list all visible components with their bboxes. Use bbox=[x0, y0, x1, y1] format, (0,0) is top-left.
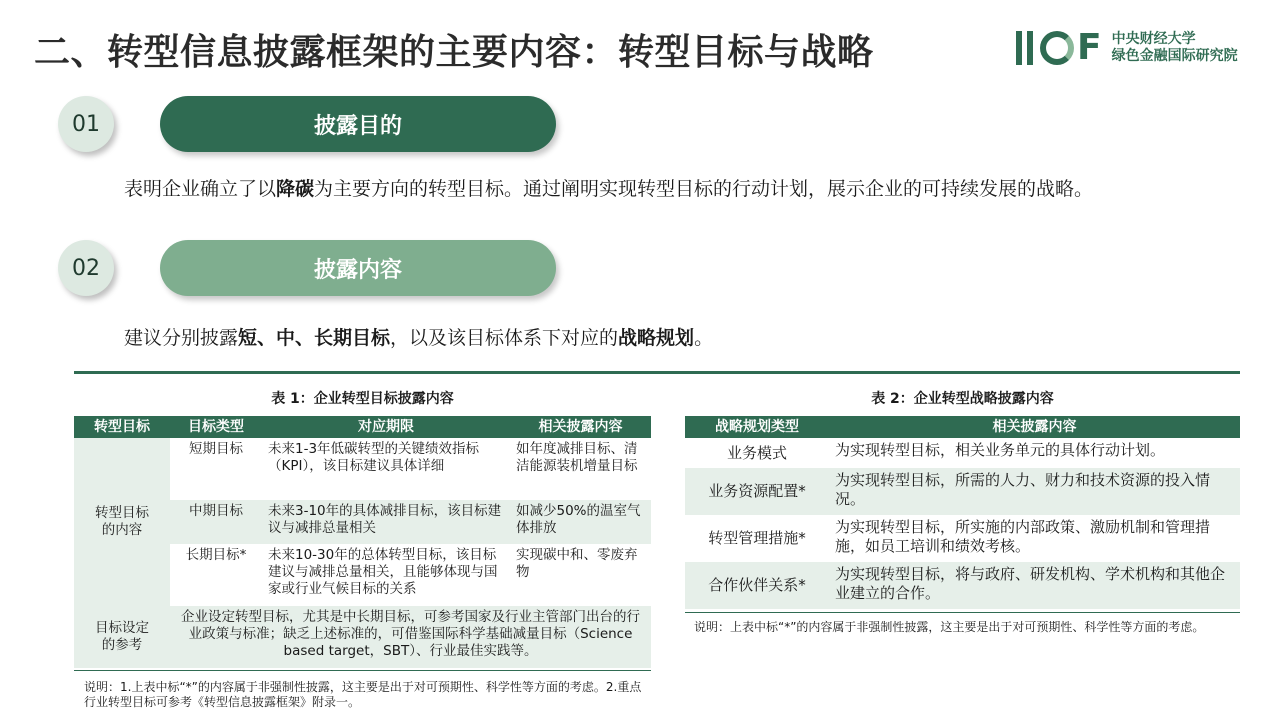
table1-header-period: 对应期限 bbox=[262, 416, 510, 438]
section1-number-badge: 01 bbox=[58, 96, 114, 152]
table-row bbox=[685, 468, 1240, 515]
iigf-logo-mark: F bbox=[1016, 28, 1102, 68]
goal-content: 如减少50%的温室气体排放 bbox=[510, 500, 651, 544]
table2-transition-strategy bbox=[685, 416, 1240, 609]
table1-caption: 表 1：企业转型目标披露内容 bbox=[271, 391, 454, 407]
strategy-kind: 合作伙伴关系* bbox=[685, 562, 829, 609]
goal-content: 如年度减排目标、清洁能源装机增量目标 bbox=[510, 438, 651, 500]
goal-type: 短期目标 bbox=[170, 438, 262, 500]
goal-content: 实现碳中和、零废弃物 bbox=[510, 544, 651, 606]
strategy-content: 为实现转型目标，所需的人力、财力和技术资源的投入情况。 bbox=[829, 468, 1240, 515]
section2-description: 建议分别披露短、中、长期目标，以及该目标体系下对应的战略规划。 bbox=[124, 327, 714, 349]
goal-type: 长期目标* bbox=[170, 544, 262, 606]
table1-bottom-rule bbox=[74, 670, 651, 671]
table1-note: 说明：1.上表中标“*”的内容属于非强制性披露，这主要是出于对可预期性、科学性等方面的考虑。2.重点行业转型目标可参考《转型信息披露框架》附录一。 bbox=[84, 680, 642, 709]
table1-transition-goals bbox=[74, 416, 651, 668]
page-title: 二、转型信息披露框架的主要内容：转型目标与战略 bbox=[34, 32, 874, 73]
table1-header-goal: 转型目标 bbox=[74, 416, 170, 438]
strategy-content: 为实现转型目标，相关业务单元的具体行动计划。 bbox=[829, 438, 1240, 468]
strategy-content: 为实现转型目标，所实施的内部政策、激励机制和管理措施，如员工培训和绩效考核。 bbox=[829, 515, 1240, 562]
table1-group-label: 转型目标 的内容 bbox=[74, 438, 170, 606]
table2-header-row bbox=[685, 416, 1240, 438]
table-row bbox=[685, 515, 1240, 562]
table2-note: 说明：上表中标“*”的内容属于非强制性披露，这主要是出于对可预期性、科学性等方面的考虑。 bbox=[694, 620, 1205, 634]
table-row bbox=[685, 562, 1240, 609]
goal-period: 未来10-30年的总体转型目标，该目标建议与减排总量相关，且能够体现与国家或行业气候目标的关系 bbox=[262, 544, 510, 606]
section2-number-badge: 02 bbox=[58, 240, 114, 296]
table1-reference-row bbox=[74, 606, 651, 668]
section2-heading: 披露内容 bbox=[160, 240, 556, 296]
strategy-content: 为实现转型目标，将与政府、研发机构、学术机构和其他企业建立的合作。 bbox=[829, 562, 1240, 609]
strategy-kind: 业务资源配置* bbox=[685, 468, 829, 515]
logo-text bbox=[1112, 31, 1238, 65]
table2-caption: 表 2：企业转型战略披露内容 bbox=[871, 391, 1054, 407]
section1-description: 表明企业确立了以降碳为主要方向的转型目标。通过阐明实现转型目标的行动计划，展示企业的可持续发展的战略。 bbox=[124, 178, 1094, 200]
iigf-logo bbox=[1016, 26, 1238, 70]
goal-type: 中期目标 bbox=[170, 500, 262, 544]
strategy-kind: 业务模式 bbox=[685, 438, 829, 468]
table1-header-row bbox=[74, 416, 651, 438]
goal-period: 未来3-10年的具体减排目标，该目标建议与减排总量相关 bbox=[262, 500, 510, 544]
goal-period: 未来1-3年低碳转型的关键绩效指标（KPI），该目标建议具体详细 bbox=[262, 438, 510, 500]
table2-header-content: 相关披露内容 bbox=[829, 416, 1240, 438]
reference-label: 目标设定 的参考 bbox=[74, 606, 170, 668]
table-row bbox=[685, 438, 1240, 468]
logo-line1: 中央财经大学 bbox=[1111, 31, 1196, 47]
reference-text: 企业设定转型目标，尤其是中长期目标，可参考国家及行业主管部门出台的行业政策与标准；缺乏上述标准的，可借鉴国际科学基础减量目标（Science based target，SBT）、行业最佳实践等。 bbox=[170, 606, 651, 668]
section-divider bbox=[74, 371, 1240, 374]
logo-line2: 绿色金融国际研究院 bbox=[1111, 48, 1238, 64]
table2-bottom-rule bbox=[685, 612, 1240, 613]
table-row bbox=[74, 438, 651, 500]
section1-heading: 披露目的 bbox=[160, 96, 556, 152]
table1-header-type: 目标类型 bbox=[170, 416, 262, 438]
table1-header-content: 相关披露内容 bbox=[510, 416, 651, 438]
table2-header-kind: 战略规划类型 bbox=[685, 416, 829, 438]
strategy-kind: 转型管理措施* bbox=[685, 515, 829, 562]
